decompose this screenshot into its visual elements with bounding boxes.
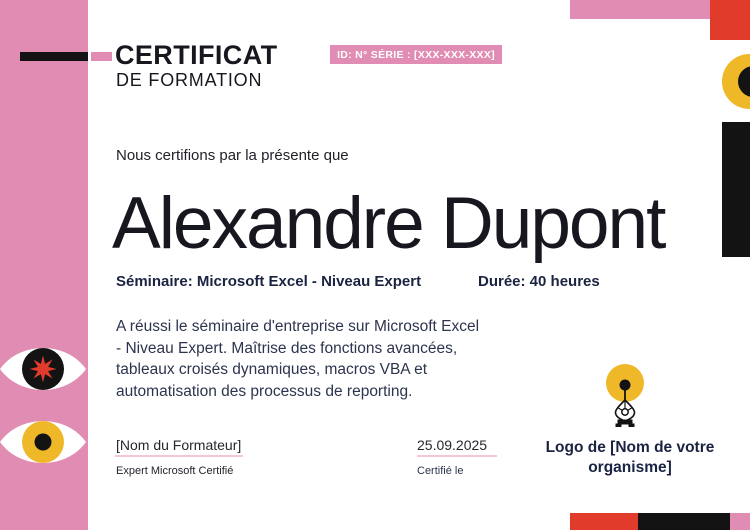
right-circle-pupil (738, 66, 750, 97)
trainer-signature-line (115, 455, 243, 457)
certificate-subtitle: DE FORMATION (116, 70, 263, 90)
date-label: Certifié le (417, 465, 464, 477)
logo-label-line2: organisme] (588, 459, 672, 476)
pen-nib-icon (601, 360, 649, 428)
top-red-square (710, 0, 750, 40)
footer-red-block (570, 513, 638, 530)
organisation-logo-label (540, 438, 720, 478)
header-pink-rule (91, 52, 112, 61)
duration-label: Durée: 40 heures (478, 273, 600, 290)
intro-text: Nous certifions par la présente que (116, 147, 349, 164)
footer-black-block (638, 513, 730, 530)
description-line: A réussi le séminaire d'entreprise sur Microsoft Excel (116, 318, 480, 335)
serial-number-badge: ID: N° SÉRIE : [XXX-XXX-XXX] (330, 45, 502, 64)
header-black-rule (20, 52, 88, 61)
logo-label-line1: Logo de [Nom de votre (545, 439, 715, 456)
right-yellow-circle (722, 54, 750, 109)
footer-pink-block (730, 513, 750, 530)
description-line: tableaux croisés dynamiques, macros VBA et (116, 361, 428, 378)
right-black-rectangle (722, 122, 750, 257)
date-signature-line (417, 455, 497, 457)
seminar-label: Séminaire: Microsoft Excel - Niveau Expert (116, 273, 422, 290)
eye-with-dot-icon (0, 411, 86, 473)
description-line: automatisation des processus de reporting. (116, 382, 413, 400)
eye-with-star-icon (0, 338, 86, 400)
recipient-name: Alexandre Dupont (112, 183, 665, 264)
certification-date: 25.09.2025 (417, 437, 488, 453)
description-line: - Niveau Expert. Maîtrise des fonctions avancées, (116, 339, 458, 357)
top-pink-bar (570, 0, 710, 19)
trainer-role: Expert Microsoft Certifié (116, 465, 234, 477)
certificate-title: CERTIFICAT (115, 40, 278, 70)
trainer-name: [Nom du Formateur] (116, 437, 242, 453)
description-text (116, 316, 516, 402)
